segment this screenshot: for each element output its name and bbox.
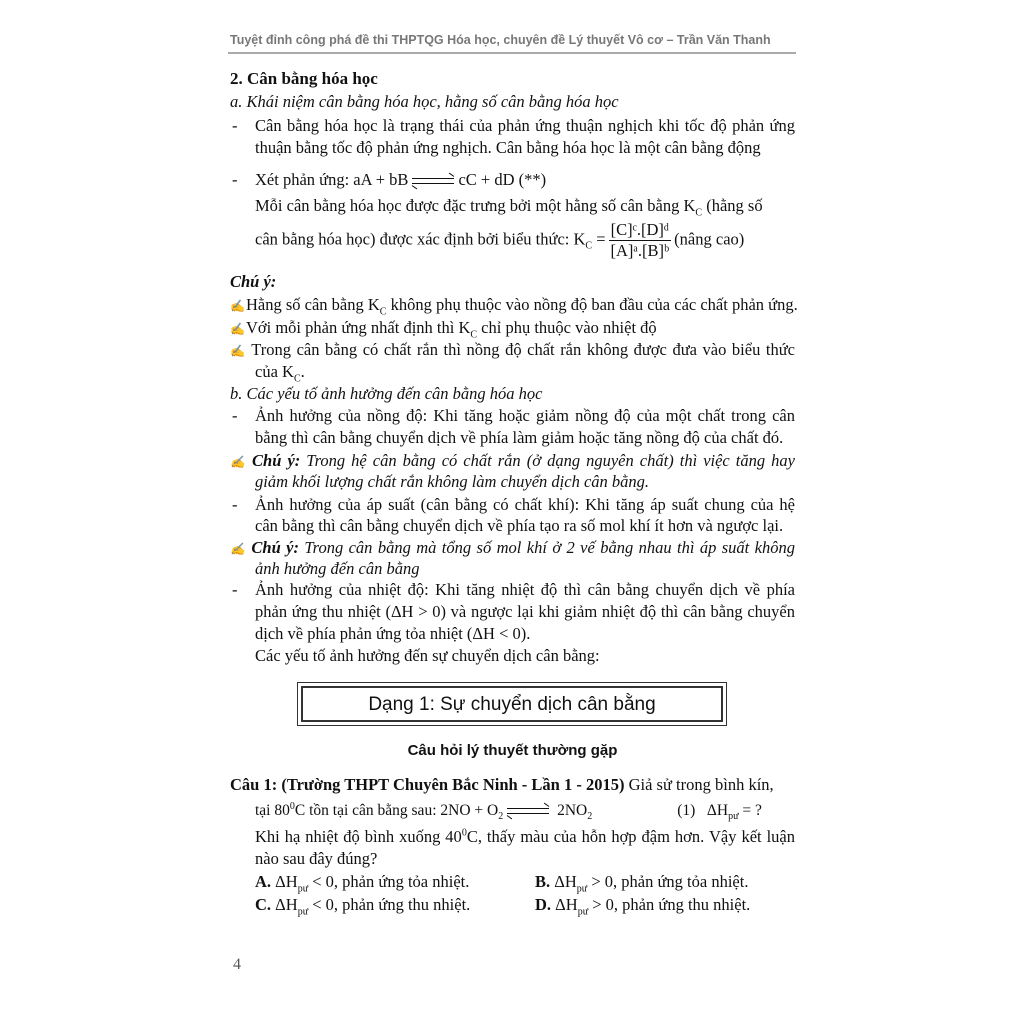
paragraph: Ảnh hưởng của nồng độ: Khi tăng hoặc giảm nồng độ của một chất trong cân [255, 406, 795, 425]
question-reaction: tại $80^0C$ tồn tại cân bằng sau: $2NO + O_2$ $2NO_2$ (1) $\Delta H_{pư}$ = ? [255, 800, 762, 823]
paragraph: thuận bằng tốc độ phản ứng nghịch. Cân bằng hóa học là một cân bằng động [255, 138, 761, 157]
question-line: nào sau đây đúng? [255, 849, 378, 868]
writing-hand-icon: ✍ [230, 455, 245, 469]
paragraph: Ảnh hưởng của nhiệt độ: Khi tăng nhiệt độ thì cân bằng chuyển dịch về phía [255, 580, 795, 599]
equilibrium-arrow-icon [507, 806, 549, 816]
kc-fraction: $\frac{\text{[C]ᶜ.[D]ᵈ}}{\text{[A]ᵃ.[B]ᵇ}}$ [610, 220, 670, 260]
writing-hand-icon: ✍ [230, 542, 245, 556]
answer-option-b[interactable]: B. $\Delta H_{pư} > 0$, phản ứng tỏa nhiệt. [535, 872, 749, 895]
topic-box [297, 682, 727, 726]
note-item: ✍ Chú ý: Trong hệ cân bằng có chất rắn (ở dạng nguyên chất) thì việc tăng hay [230, 451, 795, 470]
answer-option-d[interactable]: D. $\Delta H_{pư} > 0$, phản ứng thu nhiệt. [535, 895, 751, 918]
paragraph: dịch về phía phản ứng tỏa nhiệt (ΔH < 0). [255, 624, 531, 643]
page-number: 4 [233, 956, 241, 973]
paragraph: phản ứng thu nhiệt (ΔH > 0) và ngược lại khi giảm nhiệt độ thì cân bằng chuyển [255, 602, 795, 621]
subsection-a: a. Khái niệm cân bằng hóa học, hằng số cân bằng hóa học [230, 92, 619, 111]
note-item: ✍ Chú ý: Trong cân bằng mà tổng số mol khí ở 2 vế bằng nhau thì áp suất không [230, 538, 795, 557]
header-rule [228, 52, 796, 54]
equilibrium-arrow-icon [412, 176, 454, 186]
note-item: ✍ Trong cân bằng có chất rắn thì nồng độ chất rắn không được đưa vào biểu thức [230, 340, 795, 359]
dash: - [232, 116, 238, 135]
writing-hand-icon: ✍ [230, 322, 245, 336]
running-header: Tuyệt đỉnh công phá đề thi THPTQG Hóa học, chuyên đề Lý thuyết Vô cơ – Trần Văn Thanh [230, 33, 771, 47]
section-title: 2. Cân bằng hóa học [230, 69, 378, 88]
subheading: Câu hỏi lý thuyết thường gặp [407, 742, 618, 759]
note-title: Chú ý: [230, 272, 277, 291]
answer-option-c[interactable]: C. $\Delta H_{pư} < 0$, phản ứng thu nhiệt. [255, 895, 471, 918]
topic-title: Dạng 1: Sự chuyển dịch cân bằng [301, 686, 723, 722]
writing-hand-icon: ✍ [230, 344, 245, 358]
reactants: Xét phản ứng: aA + bB [255, 170, 409, 189]
paragraph: Mỗi cân bằng hóa học được đặc trưng bởi một hằng số cân bằng $K_C$ (hằng số [255, 196, 763, 219]
writing-hand-icon: ✍ [230, 299, 245, 313]
paragraph: Cân bằng hóa học là trạng thái của phản ứng thuận nghịch khi tốc độ phản ứng [255, 116, 795, 135]
subsection-b: b. Các yếu tố ảnh hưởng đến cân bằng hóa học [230, 384, 543, 403]
dash: - [232, 170, 238, 189]
question-line: Câu 1: (Trường THPT Chuyên Bắc Ninh - Lần 1 - 2015) Giả sử trong bình kín, [230, 775, 774, 794]
note-item-cont: giảm khối lượng chất rắn không làm chuyển dịch cân bằng. [255, 472, 650, 491]
dash: - [232, 495, 238, 514]
note-item-cont: của $K_C$. [255, 362, 305, 385]
dash: - [232, 406, 238, 425]
kc-formula-line: cân bằng hóa học) được xác định bởi biểu thức: $K_C$ = $\frac{\text{[C]ᶜ.[D]ᵈ}}{\text{[A]ᵃ.[B]ᵇ}}$ (nâng cao) [255, 220, 745, 260]
paragraph: Ảnh hưởng của áp suất (cân bằng có chất khí): Khi tăng áp suất chung của hệ [255, 495, 795, 514]
note-item: ✍Với mỗi phản ứng nhất định thì $K_C$ chỉ phụ thuộc vào nhiệt độ [230, 318, 657, 341]
answer-option-a[interactable]: A. $\Delta H_{pư} < 0$, phản ứng tỏa nhiệt. [255, 872, 470, 895]
products: cC + dD (**) [458, 170, 547, 189]
paragraph: Các yếu tố ảnh hưởng đến sự chuyển dịch cân bằng: [255, 646, 600, 665]
paragraph: cân bằng thì cân bằng chuyển dịch về phía tạo ra số mol khí ít hơn và ngược lại. [255, 516, 784, 535]
dash: - [232, 580, 238, 599]
question-line: Khi hạ nhiệt độ bình xuống $40^0C$, thấy màu của hỗn hợp đậm hơn. Vậy kết luận [255, 827, 795, 846]
reaction-line [255, 170, 546, 190]
note-item-cont: ảnh hưởng đến cân bằng [255, 559, 420, 578]
note-item: ✍Hằng số cân bằng $K_C$ không phụ thuộc vào nồng độ ban đầu của các chất phản ứng. [230, 295, 798, 318]
paragraph: bằng thì cân bằng chuyển dịch về phía làm giảm hoặc tăng nồng độ của chất đó. [255, 428, 784, 447]
